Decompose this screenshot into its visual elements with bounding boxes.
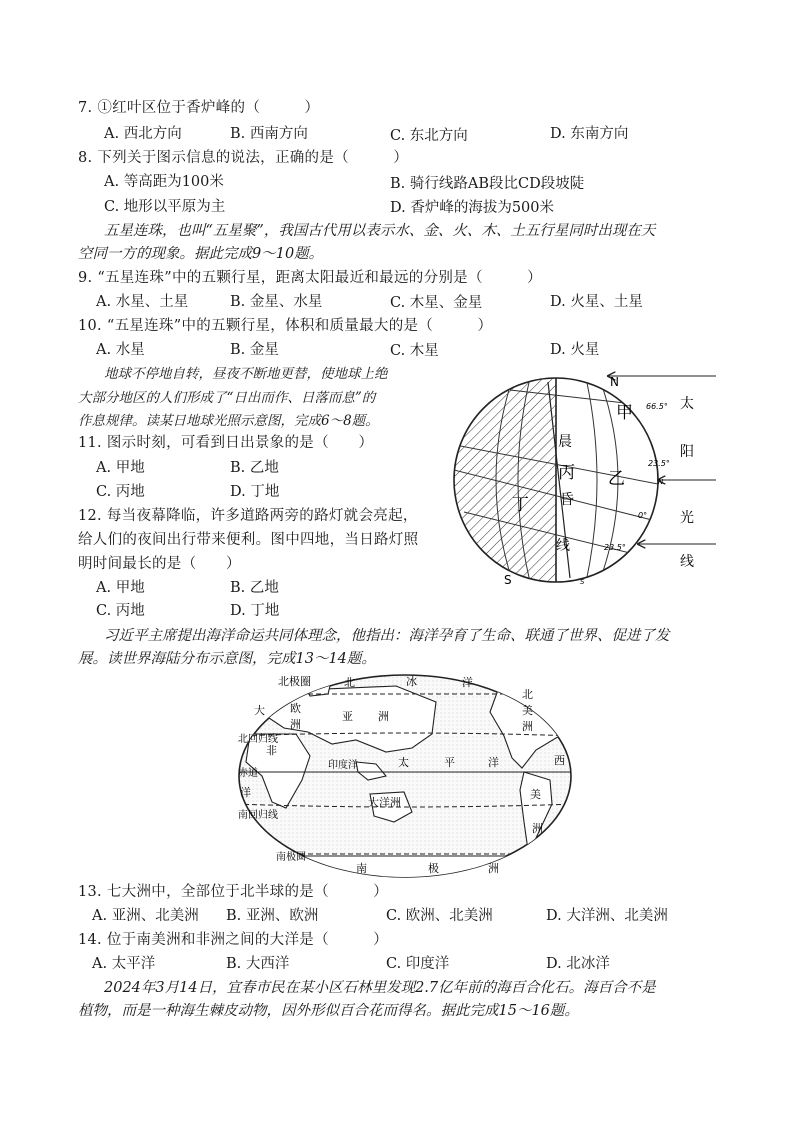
q14-option-a: A. 太平洋 bbox=[92, 956, 156, 972]
lat-66-5-label: 66.5° bbox=[646, 402, 668, 411]
q13-option-b: B. 亚洲、欧洲 bbox=[226, 908, 319, 924]
sun-char-1: 太 bbox=[680, 396, 694, 412]
sun-char-4: 线 bbox=[680, 554, 694, 570]
atlantic-north-char: 大 bbox=[254, 704, 265, 717]
q7-option-c: C. 东北方向 bbox=[390, 128, 468, 144]
arctic-circle-label: 北极圈 bbox=[278, 675, 311, 688]
equator-label: 赤道 bbox=[238, 768, 258, 779]
intro-ocean-line1: 习近平主席提出海洋命运共同体理念，他指出：海洋孕育了生命、联通了世界、促进了发 bbox=[104, 628, 670, 644]
north-america-char-2: 美 bbox=[522, 704, 533, 717]
indian-ocean-label: 印度洋 bbox=[328, 760, 358, 771]
q12-option-c: C. 丙地 bbox=[96, 603, 145, 619]
q11-option-a: A. 甲地 bbox=[96, 460, 145, 476]
q8-stem: 8. 下列关于图示信息的说法，正确的是（ ） bbox=[78, 150, 409, 166]
beibing-char-1: 北 bbox=[344, 676, 355, 689]
sun-char-3: 光 bbox=[680, 510, 694, 526]
q12-option-b: B. 乙地 bbox=[230, 580, 279, 596]
north-america-char-3: 洲 bbox=[522, 720, 533, 733]
intro-crinoid-line2: 植物，而是一种海生棘皮动物，因外形似百合花而得名。据此完成15～16题。 bbox=[78, 1003, 579, 1019]
line-label: 线 bbox=[556, 538, 570, 554]
q9-stem: 9. “五星连珠”中的五颗行星，距离太阳最近和最远的分别是（ ） bbox=[78, 270, 542, 286]
q12-option-a: A. 甲地 bbox=[96, 580, 145, 596]
intro-rotation-line2: 大部分地区的人们形成了“日出而作、日落而息”的 bbox=[78, 390, 376, 406]
point-yi-label: 乙 bbox=[608, 469, 625, 489]
q7-option-d: D. 东南方向 bbox=[550, 126, 629, 142]
q7-option-b: B. 西南方向 bbox=[230, 126, 308, 142]
q14-option-c: C. 印度洋 bbox=[386, 956, 450, 972]
q11-option-c: C. 丙地 bbox=[96, 484, 145, 500]
tropic-north-label: 北回归线 bbox=[238, 734, 278, 745]
lat-s-small-label: S bbox=[580, 578, 585, 586]
asia-char-1: 亚 bbox=[342, 710, 353, 723]
europe-char-1: 欧 bbox=[290, 702, 301, 715]
q9-option-c: C. 木星、金星 bbox=[390, 295, 483, 311]
world-land-sea-map bbox=[236, 672, 574, 880]
point-bing-label: 丙 bbox=[558, 463, 575, 483]
north-pole-label: N bbox=[610, 375, 619, 389]
antarctica-char-1: 南 bbox=[356, 862, 367, 875]
q12-stem-line2: 给人们的夜间出行带来便利。图中四地，当日路灯照 bbox=[78, 532, 419, 548]
intro-crinoid-line1: 2024年3月14日，宜春市民在某小区石林里发现2.7亿年前的海百合化石。海百合不是 bbox=[104, 980, 656, 996]
intro-five-planets-line1: 五星连珠，也叫“五星聚”，我国古代用以表示水、金、火、木、土五行星同时出现在天 bbox=[104, 223, 656, 239]
intro-ocean-line2: 展。读世界海陆分布示意图，完成13～14题。 bbox=[78, 651, 376, 667]
q8-option-d: D. 香炉峰的海拔为500米 bbox=[390, 200, 555, 216]
lat-equator-label: 0° bbox=[638, 511, 648, 520]
q10-option-c: C. 木星 bbox=[390, 343, 439, 359]
asia-char-2: 洲 bbox=[378, 710, 389, 723]
q9-option-d: D. 火星、土星 bbox=[550, 294, 643, 310]
q8-option-a: A. 等高距为100米 bbox=[104, 174, 224, 190]
beibing-char-3: 洋 bbox=[462, 676, 473, 689]
lat-23-5-south-label: 23.5° bbox=[604, 543, 626, 552]
atlantic-west-char: 西 bbox=[554, 754, 565, 767]
q10-option-a: A. 水星 bbox=[96, 342, 145, 358]
intro-rotation-line1: 地球不停地自转，昼夜不断地更替，使地球上绝 bbox=[104, 366, 388, 382]
q11-option-b: B. 乙地 bbox=[230, 460, 279, 476]
south-america-char-1: 美 bbox=[530, 788, 541, 801]
south-pole-label: S bbox=[504, 573, 512, 587]
q11-stem: 11. 图示时刻，可看到日出景象的是（ ） bbox=[78, 435, 374, 451]
q8-option-b: B. 骑行线路AB段比CD段坡陡 bbox=[390, 176, 585, 192]
q13-option-c: C. 欧洲、北美洲 bbox=[386, 908, 493, 924]
pacific-char-3: 洋 bbox=[488, 756, 499, 769]
atlantic-ocean-char: 洋 bbox=[240, 786, 251, 799]
intro-rotation-line3: 作息规律。读某日地球光照示意图，完成6～8题。 bbox=[78, 413, 379, 429]
europe-char-2: 洲 bbox=[290, 718, 301, 731]
q13-stem: 13. 七大洲中，全部位于北半球的是（ ） bbox=[78, 884, 389, 900]
q9-option-a: A. 水星、土星 bbox=[96, 294, 189, 310]
north-america-char-1: 北 bbox=[522, 688, 533, 701]
antarctica-char-3: 洲 bbox=[488, 862, 499, 875]
q10-option-b: B. 金星 bbox=[230, 342, 279, 358]
dawn-label: 晨 bbox=[558, 434, 572, 450]
q14-option-d: D. 北冰洋 bbox=[546, 956, 610, 972]
point-ding-label: 丁 bbox=[512, 495, 529, 515]
africa-char: 非 bbox=[266, 744, 277, 757]
beibing-char-2: 冰 bbox=[406, 675, 417, 688]
tropic-south-label: 南回归线 bbox=[238, 810, 278, 821]
lat-23-5-north-label: 23.5° bbox=[648, 459, 670, 468]
q10-option-d: D. 火星 bbox=[550, 342, 600, 358]
q12-stem-line3: 明时间最长的是（ ） bbox=[78, 556, 241, 572]
pacific-char-1: 太 bbox=[398, 756, 409, 769]
sun-char-2: 阳 bbox=[680, 444, 694, 460]
oceania-label: 大洋洲 bbox=[368, 796, 401, 809]
dusk-label: 昏 bbox=[560, 492, 574, 508]
south-america-char-2: 洲 bbox=[532, 822, 543, 835]
antarctic-circle-label: 南极圈 bbox=[276, 852, 306, 863]
night-side-hatching bbox=[454, 378, 556, 582]
q14-stem: 14. 位于南美洲和非洲之间的大洋是（ ） bbox=[78, 932, 389, 948]
q8-option-c: C. 地形以平原为主 bbox=[104, 199, 226, 215]
intro-five-planets-line2: 空同一方的现象。据此完成9～10题。 bbox=[78, 246, 324, 262]
q10-stem: 10. “五星连珠”中的五颗行星，体积和质量最大的是（ ） bbox=[78, 318, 493, 334]
q13-option-a: A. 亚洲、北美洲 bbox=[92, 908, 199, 924]
earth-illumination-diagram bbox=[440, 362, 740, 598]
q13-option-d: D. 大洋洲、北美洲 bbox=[546, 908, 668, 924]
q7-option-a: A. 西北方向 bbox=[104, 126, 182, 142]
q7-stem: 7. ①红叶区位于香炉峰的（ ） bbox=[78, 100, 320, 116]
point-jia-label: 甲 bbox=[616, 403, 633, 423]
q14-option-b: B. 大西洋 bbox=[226, 956, 290, 972]
pacific-char-2: 平 bbox=[444, 756, 455, 769]
lat-n-small-label: N bbox=[658, 478, 664, 486]
q11-option-d: D. 丁地 bbox=[230, 484, 280, 500]
q9-option-b: B. 金星、水星 bbox=[230, 294, 323, 310]
q12-stem-line1: 12. 每当夜幕降临，许多道路两旁的路灯就会亮起， bbox=[78, 508, 418, 524]
antarctica-char-2: 极 bbox=[428, 862, 439, 875]
q12-option-d: D. 丁地 bbox=[230, 603, 280, 619]
